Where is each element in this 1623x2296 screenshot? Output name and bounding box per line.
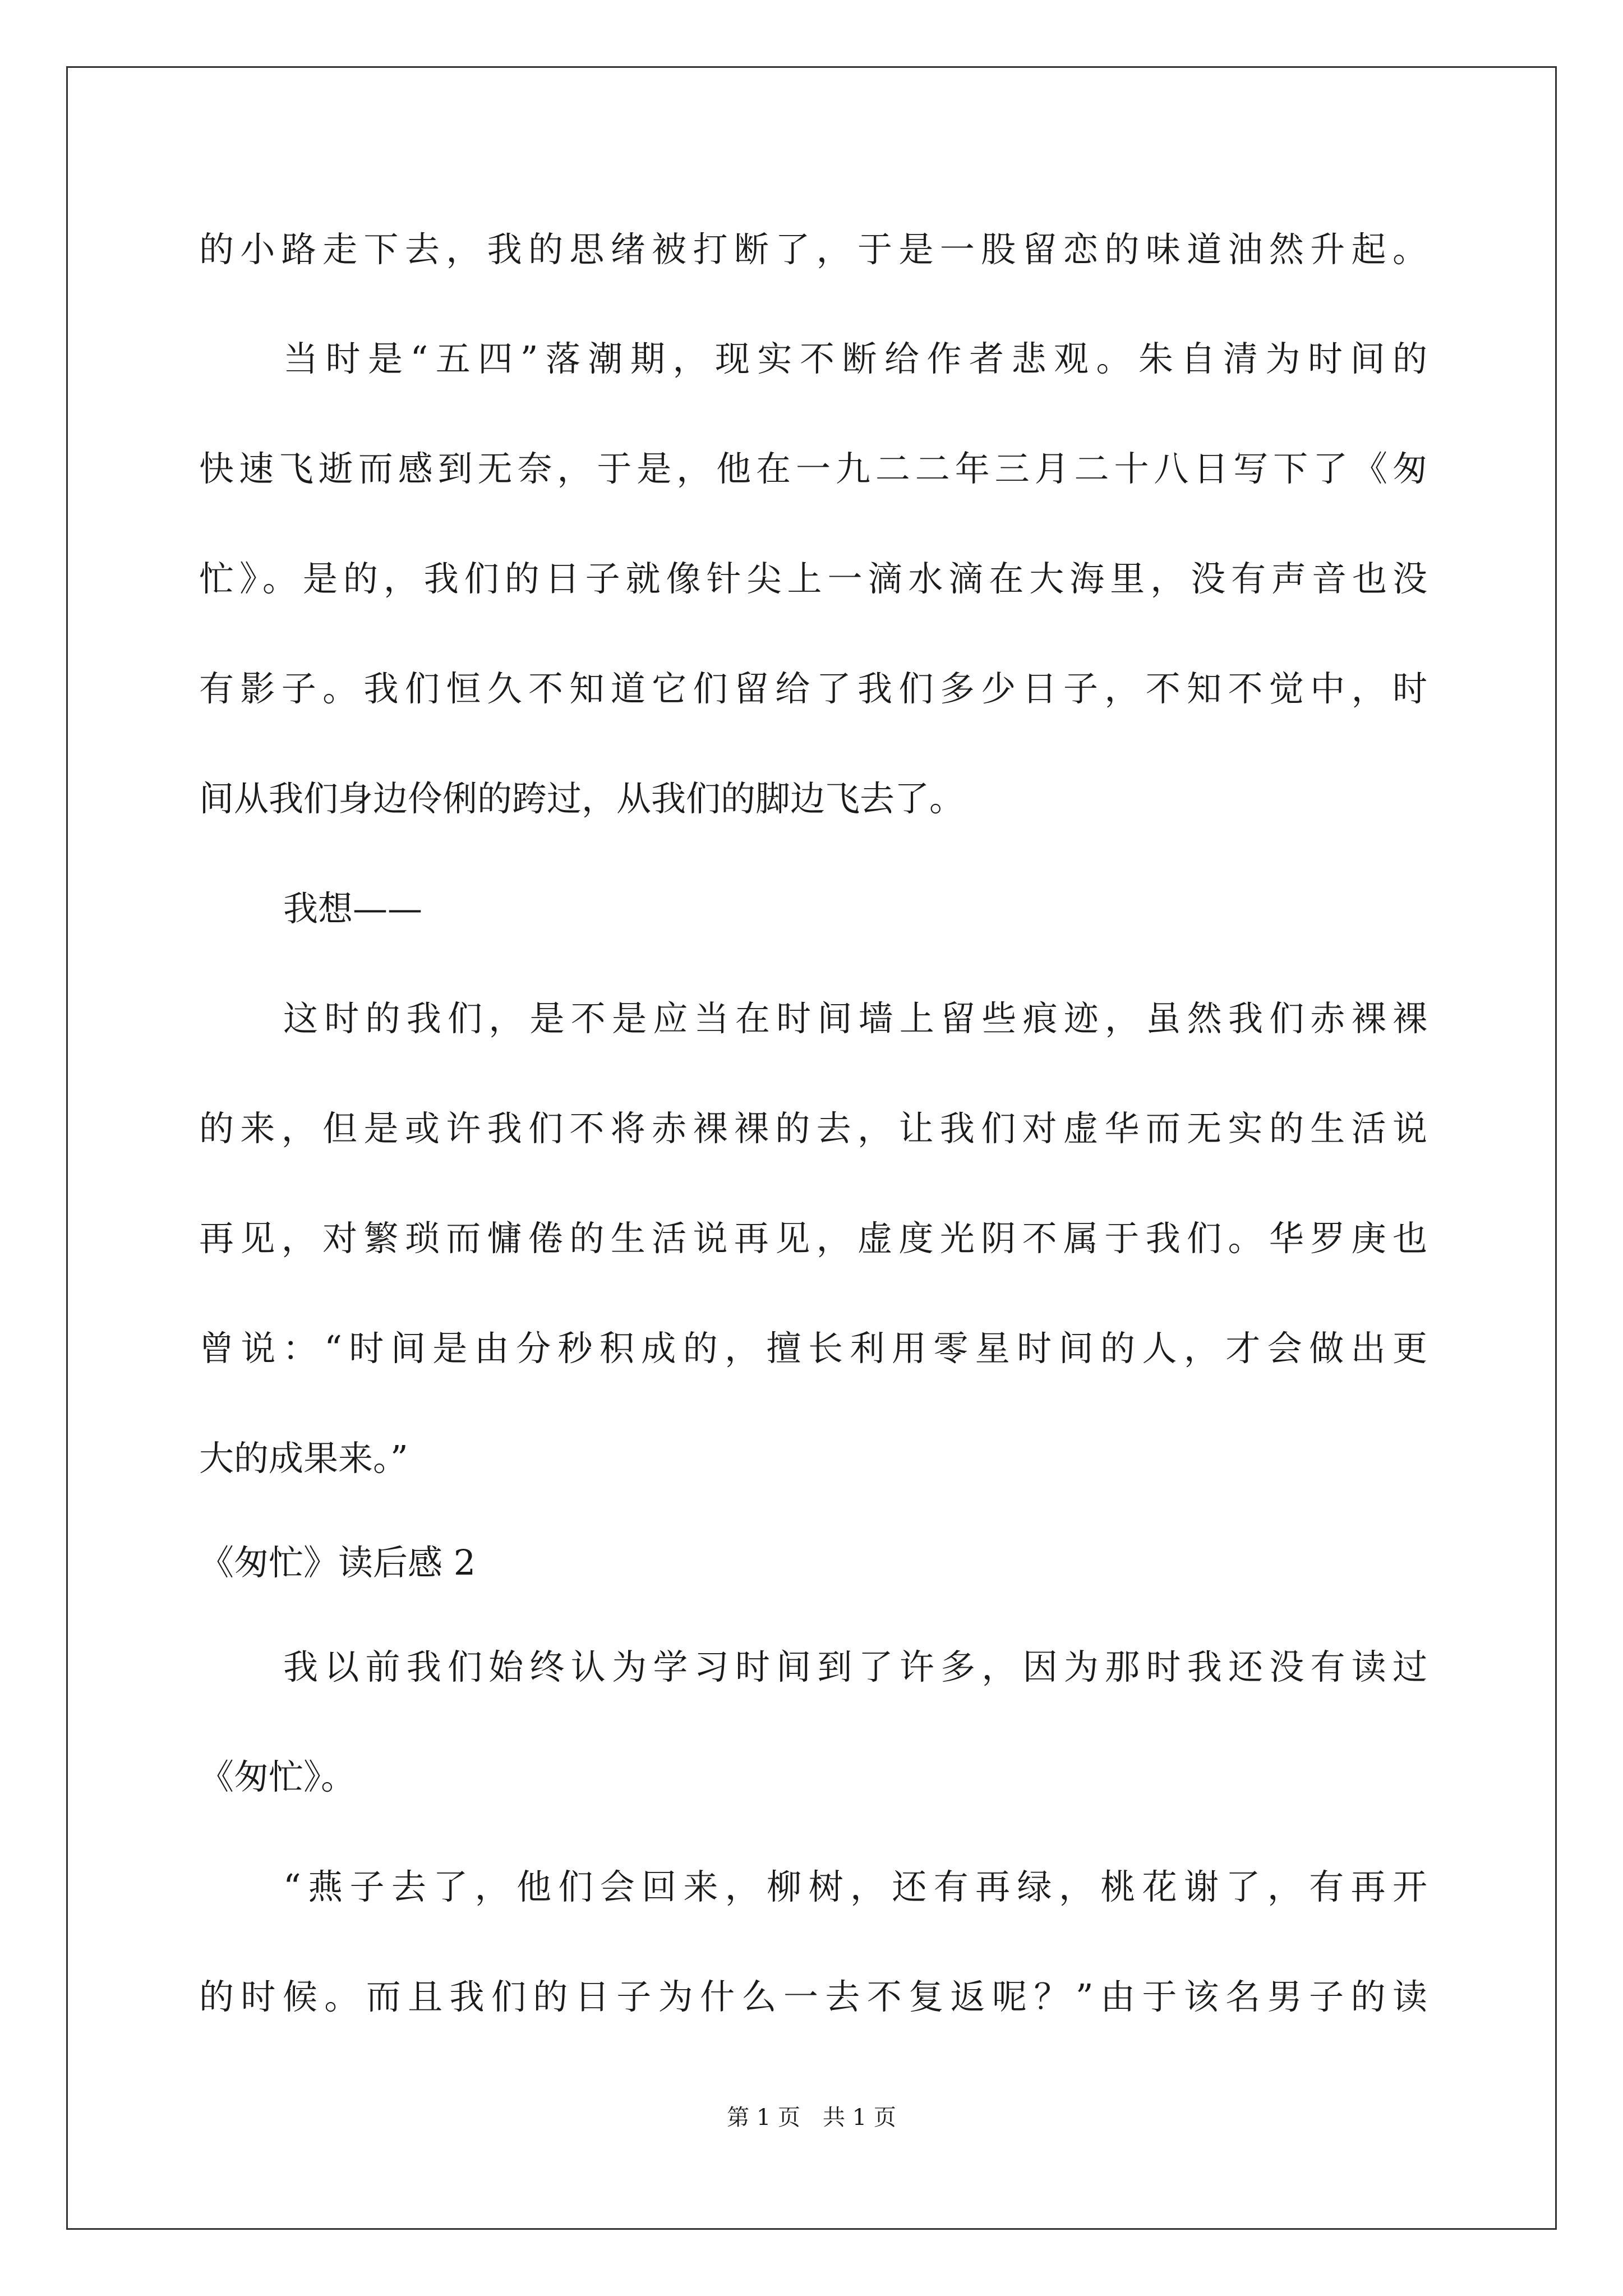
text-line: 这时的我们，是不是应当在时间墙上留些痕迹，虽然我们赤裸裸 [283, 998, 1427, 1039]
text-line: “燕子去了，他们会回来，柳树，还有再绿，桃花谢了，有再开 [283, 1866, 1427, 1907]
text-line: 间从我们身边伶俐的跨过，从我们的脚边飞去了。 [199, 778, 965, 819]
text-line: 快速飞逝而感到无奈，于是，他在一九二二年三月二十八日写下了《匆 [199, 448, 1427, 489]
text-line: 《匆忙》。 [199, 1756, 356, 1797]
page-number-footer: 第 1 页 共 1 页 [727, 2105, 896, 2131]
text-line: 大的成果来。” [199, 1438, 408, 1479]
text-line: 的时候。而且我们的日子为什么一去不复返呢？”由于该名男子的读 [199, 1976, 1427, 2017]
section-heading: 《匆忙》读后感 2 [199, 1542, 476, 1583]
text-line: 再见，对繁琐而慵倦的生活说再见，虚度光阴不属于我们。华罗庚也 [199, 1218, 1427, 1259]
text-line: 有影子。我们恒久不知道它们留给了我们多少日子，不知不觉中，时 [199, 668, 1427, 709]
text-line: 的小路走下去，我的思绪被打断了，于是一股留恋的味道油然升起。 [199, 229, 1427, 270]
text-line: 当时是“五四”落潮期，现实不断给作者悲观。朱自清为时间的 [283, 338, 1427, 379]
text-line: 的来，但是或许我们不将赤裸裸的去，让我们对虚华而无实的生活说 [199, 1108, 1427, 1149]
text-line: 曾说：“时间是由分秒积成的，擅长利用零星时间的人，才会做出更 [199, 1328, 1427, 1369]
text-line: 我以前我们始终认为学习时间到了许多，因为那时我还没有读过 [283, 1646, 1427, 1687]
text-line: 忙》。是的，我们的日子就像针尖上一滴水滴在大海里，没有声音也没 [199, 558, 1427, 599]
text-line: 我想—— [283, 888, 423, 929]
